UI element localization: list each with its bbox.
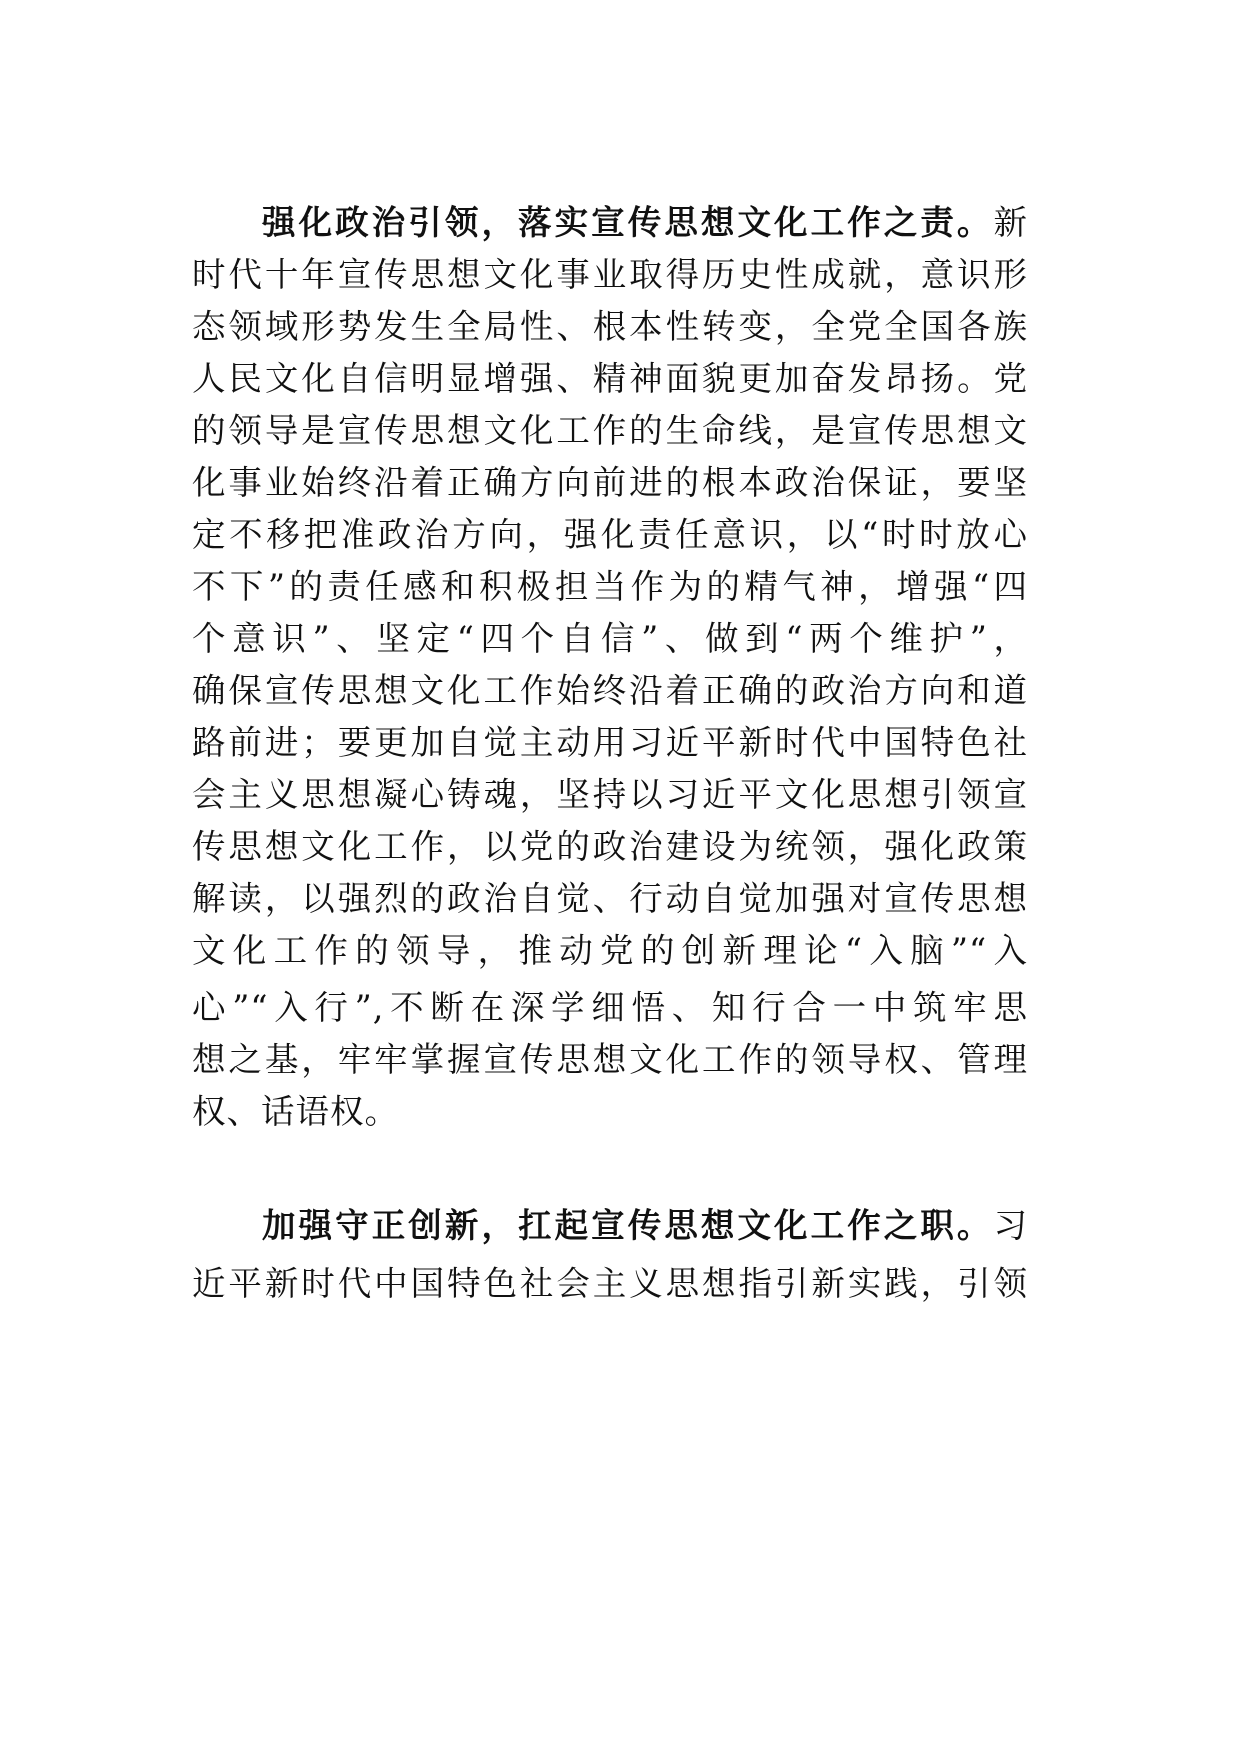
paragraph-2-line-1-tail: 习 — [993, 1206, 1028, 1245]
paragraph-1-line-18: 权、话语权。 — [192, 1092, 399, 1131]
paragraph-2-line-2: 近平新时代中国特色社会主义思想指引新实践，引领 — [192, 1264, 1028, 1303]
paragraph-1-line-11: 路前进；要更加自觉主动用习近平新时代中国特色社 — [192, 723, 1028, 762]
paragraph-1-line-3: 态领域形势发生全局性、根本性转变，全党全国各族 — [192, 307, 1028, 346]
paragraph-1-line-1-tail: 新 — [993, 203, 1028, 242]
paragraph-1-heading: 强化政治引领，落实宣传思想文化工作之责。 — [262, 203, 994, 242]
paragraph-1-line-15: 文化工作的领导，推动党的创新理论“入脑”“入 — [192, 931, 1028, 970]
paragraph-1-line-6: 化事业始终沿着正确方向前进的根本政治保证，要坚 — [192, 463, 1028, 502]
paragraph-1-line-14: 解读，以强烈的政治自觉、行动自觉加强对宣传思想 — [192, 879, 1028, 918]
paragraph-2-heading: 加强守正创新，扛起宣传思想文化工作之职。 — [262, 1206, 994, 1245]
paragraph-1-line-2: 时代十年宣传思想文化事业取得历史性成就，意识形 — [192, 255, 1028, 294]
paragraph-1-line-1 — [262, 200, 1028, 246]
paragraph-1-line-12: 会主义思想凝心铸魂，坚持以习近平文化思想引领宣 — [192, 775, 1028, 814]
paragraph-1-line-10: 确保宣传思想文化工作始终沿着正确的政治方向和道 — [192, 671, 1028, 710]
paragraph-1-line-7: 定不移把准政治方向，强化责任意识，以“时时放心 — [192, 515, 1028, 554]
paragraph-1-line-16: 心”“入行”,不断在深学细悟、知行合一中筑牢思 — [192, 988, 1028, 1027]
paragraph-1-line-8: 不下”的责任感和积极担当作为的精气神，增强“四 — [192, 567, 1028, 606]
paragraph-1-line-4: 人民文化自信明显增强、精神面貌更加奋发昂扬。党 — [192, 359, 1028, 398]
paragraph-2-line-1 — [262, 1203, 1028, 1249]
paragraph-1-line-9: 个意识”、坚定“四个自信”、做到“两个维护”， — [192, 619, 1028, 658]
paragraph-1-line-5: 的领导是宣传思想文化工作的生命线，是宣传思想文 — [192, 411, 1028, 450]
paragraph-1-line-17: 想之基，牢牢掌握宣传思想文化工作的领导权、管理 — [192, 1040, 1028, 1079]
paragraph-1-line-13: 传思想文化工作，以党的政治建设为统领，强化政策 — [192, 827, 1028, 866]
